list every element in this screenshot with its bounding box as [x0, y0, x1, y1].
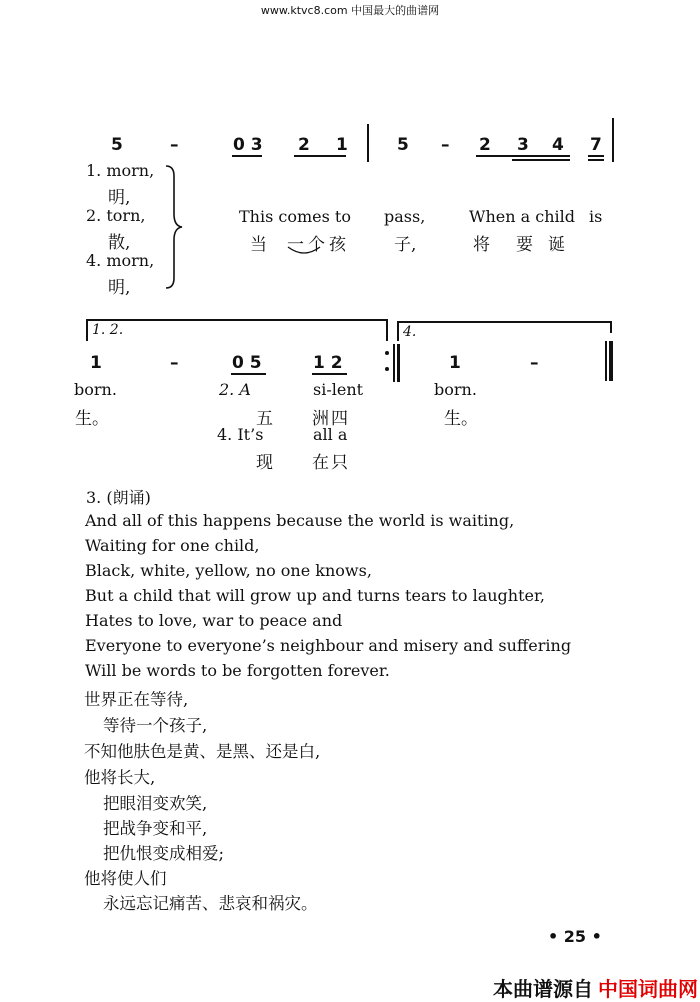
- verse-label: 2. torn,: [86, 206, 146, 225]
- underline: [294, 155, 346, 157]
- footer-source-label: 本曲谱源自: [493, 977, 593, 1001]
- note: 1: [449, 353, 461, 373]
- lyric-en: born.: [74, 380, 117, 399]
- verse-brace: [160, 162, 184, 292]
- lyric-cn: 将: [473, 235, 490, 255]
- note: 2: [479, 135, 491, 155]
- note: 1: [90, 353, 102, 373]
- note: –: [530, 353, 539, 373]
- lyric-cn: 要: [516, 235, 533, 255]
- lyric-en: born.: [434, 380, 477, 399]
- lyric-en: When a child: [469, 207, 575, 226]
- repeat-thick-bar: [397, 344, 400, 382]
- note: 2: [298, 135, 310, 155]
- note: 0 5: [232, 353, 262, 373]
- note: 1 2: [313, 353, 343, 373]
- lyric-en: 4. It’s: [217, 425, 264, 444]
- lyric-en: is: [589, 207, 603, 226]
- recitation-en-line: Will be words to be forgotten forever.: [85, 661, 390, 680]
- repeat-thin-bar: [393, 344, 395, 382]
- recitation-en-line: Black, white, yellow, no one knows,: [85, 561, 372, 580]
- bar-line: [612, 118, 614, 162]
- lyric-cn: 诞: [548, 235, 565, 255]
- footer-site-link[interactable]: 中国词曲网: [598, 977, 698, 1001]
- recitation-en-line: But a child that will grow up and turns tears to laughter,: [85, 586, 545, 605]
- final-thick-bar: [609, 341, 613, 381]
- note: –: [441, 135, 450, 155]
- underline: [231, 373, 266, 375]
- lyric-cn: 洲四: [312, 409, 350, 429]
- recitation-cn-line: 等待一个孩子,: [103, 716, 208, 735]
- recitation-heading: 3. (朗诵): [86, 488, 151, 507]
- note: 0 3: [233, 135, 263, 155]
- lyric-en: pass,: [384, 207, 426, 226]
- note: 5: [111, 135, 123, 155]
- note: –: [170, 135, 179, 155]
- note: 3: [517, 135, 529, 155]
- verse-label: 明,: [108, 188, 131, 208]
- recitation-en-line: Hates to love, war to peace and: [85, 611, 343, 630]
- verse-label: 散,: [108, 233, 131, 253]
- lyric-cn: 现: [256, 453, 273, 473]
- note: 4: [552, 135, 564, 155]
- lyric-cn: 生。: [444, 409, 478, 429]
- repeat-dot: [385, 367, 389, 371]
- recitation-cn-line: 把战争变和平,: [103, 819, 208, 838]
- verse-label: 1. morn,: [86, 161, 155, 180]
- recitation-cn-line: 把眼泪变欢笑,: [103, 794, 208, 813]
- recitation-cn-line: 永远忘记痛苦、悲哀和祸灾。: [103, 894, 318, 913]
- volta-bracket: [610, 321, 612, 333]
- volta-label: 4.: [403, 324, 417, 340]
- final-thin-bar: [605, 341, 607, 381]
- volta-label: 1. 2.: [92, 322, 124, 338]
- underline: [512, 159, 570, 161]
- underline: [588, 159, 604, 161]
- recitation-cn-line: 不知他肤色是黄、是黑、还是白,: [84, 742, 321, 761]
- note: 7: [590, 135, 602, 155]
- recitation-cn-line: 他将长大,: [84, 768, 156, 787]
- volta-bracket: [397, 321, 611, 323]
- page-number: • 25 •: [548, 927, 602, 946]
- note: –: [170, 353, 179, 373]
- repeat-dot: [385, 351, 389, 355]
- lyric-cn: 一个孩: [287, 235, 350, 255]
- recitation-en-line: Everyone to everyone’s neighbour and misery and suffering: [85, 636, 572, 655]
- underline: [588, 155, 604, 157]
- underline: [476, 155, 570, 157]
- recitation-cn-line: 他将使人们: [84, 869, 167, 888]
- underline: [232, 155, 262, 157]
- lyric-en: si-lent: [313, 380, 364, 399]
- lyric-cn: 子,: [394, 235, 417, 255]
- verse-label: 明,: [108, 278, 131, 298]
- note: 5: [397, 135, 409, 155]
- bar-line: [367, 124, 369, 162]
- verse-label: 4. morn,: [86, 251, 155, 270]
- volta-bracket: [386, 319, 388, 341]
- lyric-en: This comes to: [239, 207, 351, 226]
- lyric-en: 2. A: [219, 380, 251, 399]
- lyric-cn: 生。: [75, 409, 109, 429]
- recitation-cn-line: 把仇恨变成相爱;: [103, 844, 225, 863]
- recitation-cn-line: 世界正在等待,: [84, 690, 189, 709]
- site-header: www.ktvc8.com 中国最大的曲谱网: [260, 4, 440, 17]
- volta-bracket: [86, 319, 88, 341]
- volta-bracket: [86, 319, 388, 321]
- recitation-en-line: Waiting for one child,: [85, 536, 260, 555]
- note: 1: [336, 135, 348, 155]
- volta-bracket: [397, 321, 399, 341]
- recitation-en-line: And all of this happens because the world is waiting,: [85, 511, 515, 530]
- lyric-cn: 在只: [312, 453, 350, 473]
- underline: [312, 373, 347, 375]
- lyric-cn: 五: [256, 409, 273, 429]
- slur: [286, 245, 322, 257]
- lyric-en: all a: [313, 425, 348, 444]
- lyric-cn: 当: [250, 235, 267, 255]
